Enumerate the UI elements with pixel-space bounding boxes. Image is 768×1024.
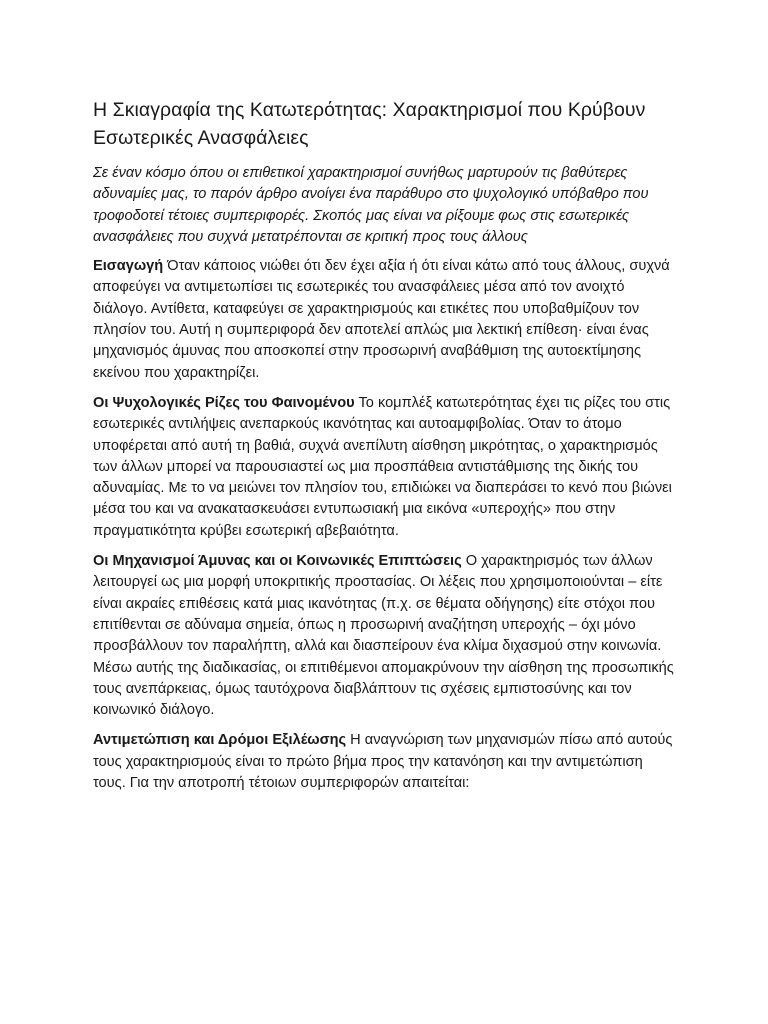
- section-text: Ο χαρακτηρισμός των άλλων λειτουργεί ως μια μορφή υποκριτικής προστασίας. Οι λέξεις που χρησιμοποιούνται – είτε είναι ακραίες επιθέσεις κατά μιας ικανότητας (π.χ. σε θέματα οδήγησης) είτε στόχοι που επιτίθενται σε αδύναμα σημεία, όπως η προσωρινή αναζήτηση υπεροχής – όχι μόνο προσβάλλουν τον παραλήπτη, αλλά και διασπείρουν ένα κλίμα διχασμού στην κοινωνία. Μέσω αυτής της διαδικασίας, οι επιτιθέμενοι απομακρύνουν την αίσθηση της προσωπικής τους ανεπάρκειας, όμως ταυτόχρονα διαβλάπτουν τις σχέσεις εμπιστοσύνης και τον κοινωνικό διάλογο.: [93, 553, 674, 719]
- section-heading: Αντιμετώπιση και Δρόμοι Εξιλέωσης: [93, 732, 347, 749]
- section-introduction: [93, 256, 677, 384]
- section-coping: [93, 730, 677, 794]
- section-psychological-roots: [93, 393, 677, 542]
- section-text: Όταν κάποιος νιώθει ότι δεν έχει αξία ή ότι είναι κάτω από τους άλλους, συχνά αποφεύγει να αντιμετωπίσει τις εσωτερικές του ανασφάλειες μέσα από τον ανοιχτό διάλογο. Αντίθετα, καταφεύγει σε χαρακτηρισμούς και ετικέτες που υποβαθμίζουν τον πλησίον του. Αυτή η συμπεριφορά δεν αποτελεί απλώς μια λεκτική επίθεση· είναι ένας μηχανισμός άμυνας που αποσκοπεί στην προσωρινή αναβάθμιση της αυτοεκτίμησης εκείνου που χαρακτηρίζει.: [93, 258, 670, 381]
- intro-paragraph: Σε έναν κόσμο όπου οι επιθετικοί χαρακτηρισμοί συνήθως μαρτυρούν τις βαθύτερες αδυναμίες μας, το παρόν άρθρο ανοίγει ένα παράθυρο στο ψυχολογικό υπόβαθρο που τροφοδοτεί τέτοιες συμπεριφορές. Σκοπός μας είναι να ρίξουμε φως στις εσωτερικές ανασφάλειες που συχνά μετατρέπονται σε κριτική προς τους άλλους: [93, 165, 649, 245]
- section-text: Η αναγνώριση των μηχανισμών πίσω από αυτούς τους χαρακτηρισμούς είναι το πρώτο βήμα προς την κατανόηση και την αντιμετώπιση τους. Για την αποτροπή τέτοιων συμπεριφορών απαιτείται:: [93, 732, 673, 792]
- document-page: [93, 96, 677, 803]
- document-title: Η Σκιαγραφία της Κατωτερότητας: Χαρακτηρισμοί που Κρύβουν Εσωτερικές Ανασφάλειες: [93, 99, 646, 149]
- section-defense-mechanisms: [93, 551, 677, 721]
- section-heading: Οι Ψυχολογικές Ρίζες του Φαινομένου: [93, 394, 355, 411]
- section-heading: Οι Μηχανισμοί Άμυνας και οι Κοινωνικές Επιπτώσεις: [93, 553, 462, 570]
- section-text: Το κομπλέξ κατωτερότητας έχει τις ρίζες του στις εσωτερικές αντιλήψεις ανεπαρκούς ικανότητας και αυτοαμφιβολίας. Όταν το άτομο υποφέρεται από αυτή τη βαθιά, συχνά ανεπίλυτη αίσθηση μικρότητας, ο χαρακτηρισμός των άλλων μπορεί να παρουσιαστεί ως μια προσπάθεια αντιστάθμισης της δικής του αδυναμίας. Με το να μειώνει τον πλησίον του, επιδιώκει να διαπεράσει το κενό που βιώνει μέσα του και να ανακατασκευάσει εντυπωσιακή μια εικόνα «υπεροχής» που στην πραγματικότητα κρύβει εσωτερική αβεβαιότητα.: [93, 394, 672, 539]
- section-heading: Εισαγωγή: [93, 258, 164, 275]
